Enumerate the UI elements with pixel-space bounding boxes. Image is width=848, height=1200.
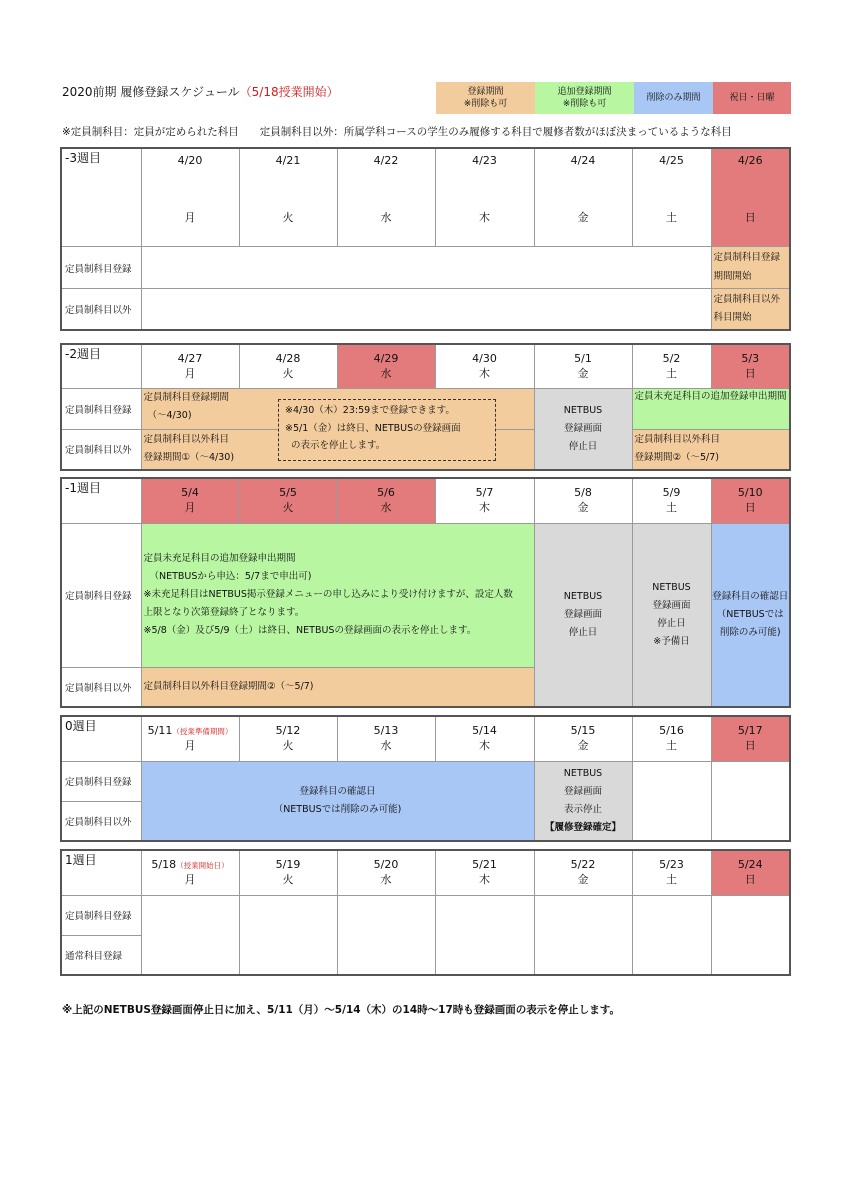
date: 5/21: [472, 858, 497, 872]
date: 5/6: [377, 486, 395, 500]
date: 4/22: [373, 154, 399, 167]
netbus-stop-reserve-day: NETBUS 登録画面 停止日 ※予備日: [632, 523, 711, 707]
weekday: 土: [666, 873, 677, 887]
date: 4/29: [373, 351, 399, 365]
row-label: 定員制科目登録: [61, 247, 141, 289]
weekday: 日: [744, 501, 756, 515]
weekday: 金: [577, 211, 589, 224]
netbus-stop-day: NETBUS 登録画面 停止日: [534, 523, 632, 707]
additional-registration-period: 定員未充足科目の追加登録申出期間: [632, 388, 790, 429]
week-minus3-table: [60, 147, 791, 331]
row-label: 定員制科目以外: [61, 429, 141, 470]
non-capacity-registration-period-2: 定員制科目以外科目 登録期間②（～5/7): [632, 429, 790, 470]
netbus-stop-day: NETBUS 登録画面 停止日: [534, 388, 632, 470]
date: 5/23: [659, 858, 684, 872]
date: 4/26: [737, 154, 763, 167]
weekday: 月: [184, 739, 196, 753]
date: 4/25: [659, 154, 684, 167]
weekday: 火: [282, 211, 294, 224]
legend-additional-registration: 追加登録期間 ※削除も可: [535, 82, 634, 114]
row-label: 定員制科目登録: [61, 388, 141, 429]
weekday: 火: [282, 501, 294, 515]
week-label: 0週目: [61, 716, 141, 761]
capacity-registration-period: 定員制科目登録期間 （～4/30): [141, 388, 534, 429]
date: 5/17: [737, 724, 763, 738]
footnote: ※上記のNETBUS登録画面停止日に加え、5/11（月）～5/14（木）の14時～17時も登録画面の表示を停止します。: [62, 1004, 620, 1016]
weekday: 土: [666, 211, 677, 224]
weekday: 木: [479, 211, 490, 224]
date: 5/11: [147, 724, 173, 738]
legend-registration: 登録期間 ※削除も可: [436, 82, 535, 114]
weekday: 水: [380, 211, 392, 224]
week-label: -1週目: [61, 478, 141, 523]
page-title: 2020前期 履修登録スケジュール（5/18授業開始）: [62, 85, 339, 99]
weekday: 土: [666, 366, 677, 380]
week-label: 1週目: [61, 850, 141, 895]
class-prep-note: （授業準備期間）: [172, 727, 233, 737]
row-label: 定員制科目登録: [61, 761, 141, 801]
weekday: 火: [282, 366, 294, 380]
non-capacity-registration-period-1: 定員制科目以外科目 登録期間①（～4/30): [141, 429, 534, 470]
weekday: 日: [744, 366, 756, 380]
date: 4/24: [570, 154, 596, 167]
weekday: 木: [479, 873, 490, 887]
weekday: 金: [577, 873, 589, 887]
weekday: 土: [666, 501, 677, 515]
date: 5/8: [574, 486, 592, 500]
date: 5/15: [570, 724, 596, 738]
date: 4/28: [275, 351, 301, 365]
weekday: 月: [184, 211, 196, 224]
weekday: 水: [380, 366, 392, 380]
class-start-note: （5/18授業開始）: [239, 85, 339, 99]
additional-registration-period: 定員未充足科目の追加登録申出期間 （NETBUSから申込：5/7まで申出可) ※未充足科目はNETBUS掲示登録メニューの申し込みにより受け付けますが、設定人数 上限となり次第登録終了となります。 ※5/8（金）及び5/9（土）は終日、NETBUSの登録画面の表示を停止します。: [141, 523, 534, 667]
weekday: 金: [577, 739, 589, 753]
row-label: 定員制科目登録: [61, 523, 141, 667]
date: 5/13: [373, 724, 399, 738]
class-start-day-note: （授業開始日）: [176, 861, 229, 871]
date: 4/27: [177, 351, 203, 365]
date: 5/24: [737, 858, 763, 872]
weekday: 木: [479, 501, 490, 515]
date: 4/21: [275, 154, 301, 167]
weekday: 土: [666, 739, 677, 753]
row-label: 通常科目登録: [61, 935, 141, 975]
confirmation-period: 登録科目の確認日 （NETBUSでは削除のみ可能): [141, 761, 534, 841]
date: 5/10: [737, 486, 763, 500]
date: 4/30: [472, 351, 497, 365]
week-1-table: [60, 849, 791, 976]
week-label: -3週目: [61, 148, 141, 247]
weekday: 水: [380, 739, 392, 753]
weekday: 日: [744, 739, 756, 753]
notice-box: ※4/30（木）23:59まで登録できます。 ※5/1（金）は終日、NETBUSの登録画面 の表示を停止します。: [278, 399, 496, 461]
date: 5/7: [475, 486, 494, 500]
date: 5/14: [472, 724, 497, 738]
weekday: 金: [577, 366, 589, 380]
legend-holiday: 祝日・日曜: [713, 82, 791, 114]
period-start-cell: 定員制科目以外科目開始: [711, 289, 790, 330]
week-minus1-table: [60, 477, 791, 708]
confirmation-day: 登録科目の確認日 （NETBUSでは 削除のみ可能): [711, 523, 790, 707]
non-capacity-registration-period-2: 定員制科目以外科目登録期間②（～5/7): [141, 667, 534, 707]
date: 5/16: [659, 724, 684, 738]
weekday: 火: [282, 739, 294, 753]
date: 5/2: [662, 351, 681, 365]
date: 5/22: [570, 858, 596, 872]
row-label: 定員制科目以外: [61, 667, 141, 707]
date: 4/20: [177, 154, 203, 167]
date: 5/3: [741, 351, 760, 365]
date: 4/23: [472, 154, 497, 167]
weekday: 木: [479, 366, 490, 380]
weekday: 日: [744, 873, 756, 887]
row-label: 定員制科目登録: [61, 895, 141, 935]
week-label: -2週目: [61, 344, 141, 388]
weekday: 月: [184, 873, 196, 887]
weekday: 水: [380, 873, 392, 887]
definition-note: ※定員制科目：定員が定められた科目 定員制科目以外：所属学科コースの学生のみ履修する科目で履修者数がほぼ決まっているような科目: [62, 126, 732, 138]
weekday: 木: [479, 739, 490, 753]
date: 5/9: [662, 486, 681, 500]
weekday: 火: [282, 873, 294, 887]
weekday: 金: [577, 501, 589, 515]
row-label: 定員制科目以外: [61, 801, 141, 841]
weekday: 日: [744, 211, 756, 224]
date: 5/5: [279, 486, 297, 500]
weekday: 月: [184, 366, 196, 380]
registration-finalized: NETBUS 登録画面 表示停止 【履修登録確定】: [534, 761, 632, 841]
week-0-table: [60, 715, 791, 842]
date: 5/12: [275, 724, 301, 738]
date: 5/18: [151, 858, 177, 872]
weekday: 水: [380, 501, 392, 515]
date: 5/20: [373, 858, 399, 872]
date: 5/1: [574, 351, 592, 365]
date: 5/19: [275, 858, 301, 872]
date: 5/4: [181, 486, 199, 500]
weekday: 月: [184, 501, 196, 515]
period-start-cell: 定員制科目登録期間開始: [711, 247, 790, 289]
row-label: 定員制科目以外: [61, 289, 141, 330]
legend-delete-only: 削除のみ期間: [634, 82, 713, 114]
